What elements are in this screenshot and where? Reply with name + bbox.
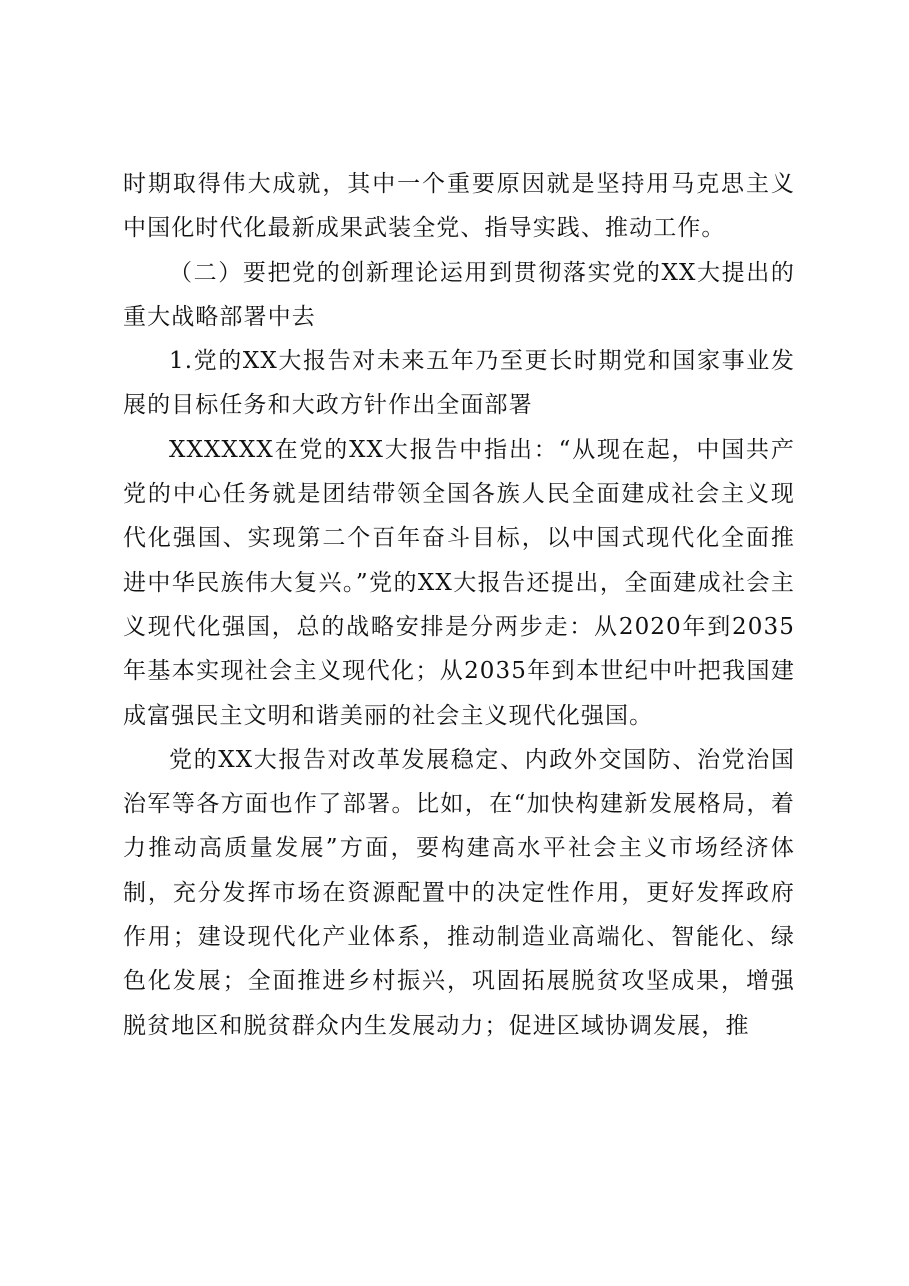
subsection-heading-1: 1.党的XX大报告对未来五年乃至更长时期党和国家事业发展的目标任务和大政方针作出全面部署 bbox=[123, 348, 795, 419]
paragraph-continuation: 时期取得伟大成就，其中一个重要原因就是坚持用马克思主义中国化时代化最新成果武装全党、指导实践、推动工作。 bbox=[123, 171, 795, 242]
paragraph-deployment: 党的XX大报告对改革发展稳定、内政外交国防、治党治国治军等各方面也作了部署。比如，在“加快构建新发展格局，着力推动高质量发展”方面，要构建高水平社会主义市场经济体制，充分发挥市场在资源配置中的决定性作用，更好发挥政府作用；建设现代化产业体系，推动制造业高端化、智能化、绿色化发展；全面推进乡村振兴，巩固拓展脱贫攻坚成果，增强脱贫地区和脱贫群众内生发展动力；促进区域协调发展，推 bbox=[123, 746, 795, 1039]
document-body bbox=[123, 162, 795, 1048]
section-heading-2: （二）要把党的创新理论运用到贯彻落实党的XX大提出的重大战略部署中去 bbox=[123, 259, 795, 330]
paragraph-report-quote: XXXXXX在党的XX大报告中指出：“从现在起，中国共产党的中心任务就是团结带领全国各族人民全面建成社会主义现代化强国、实现第二个百年奋斗目标，以中国式现代化全面推进中华民族伟大复兴。”党的XX大报告还提出，全面建成社会主义现代化强国，总的战略安排是分两步走：从2020年到2035年基本实现社会主义现代化；从2035年到本世纪中叶把我国建成富强民主文明和谐美丽的社会主义现代化强国。 bbox=[123, 436, 795, 729]
